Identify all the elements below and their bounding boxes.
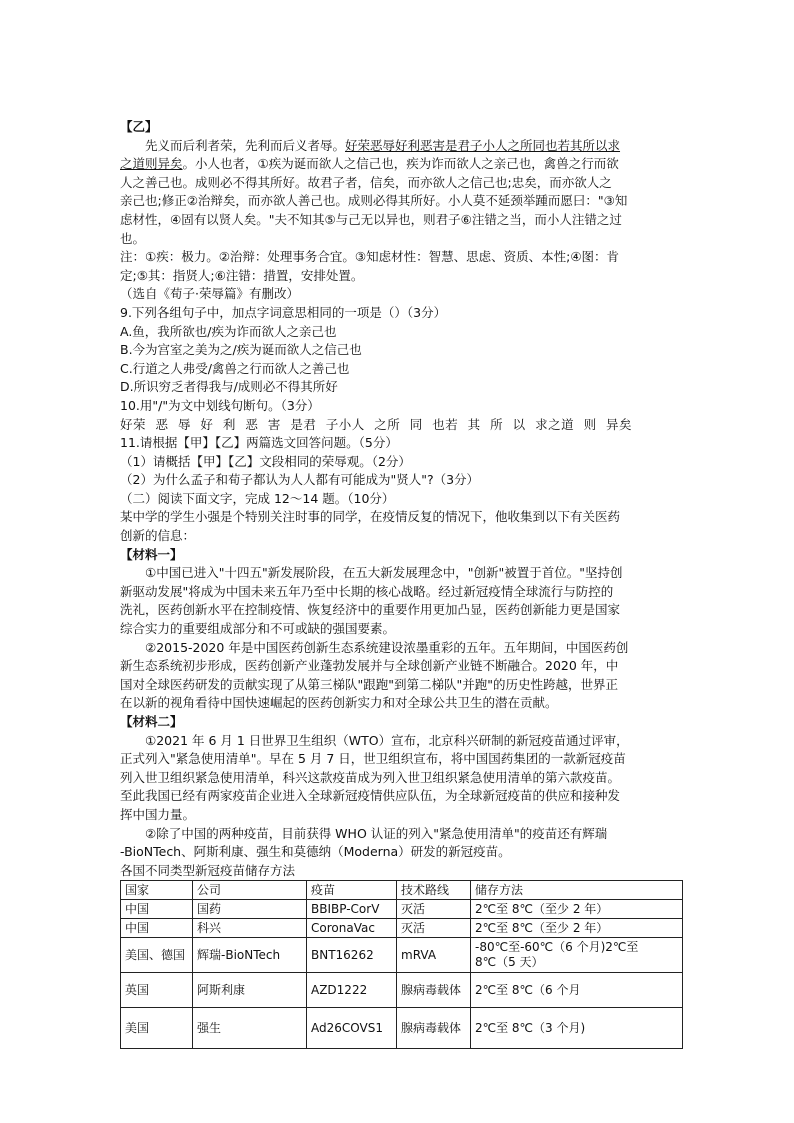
table-cell: CoronaVac (307, 919, 397, 938)
material-1-line: 新生态系统初步形成，医药创新产业蓬勃发展并与全球创新产业链不断融合。2020 年，中 (120, 658, 619, 674)
material-2-line: 正式列入"紧急使用清单"。早在 5 月 7 日，世卫组织宣布，将中国国药集团的一款新冠疫苗 (120, 751, 626, 767)
question-9-option-c: C.行道之人弗受/禽兽之行而欲人之善己也 (120, 360, 350, 376)
material-1-heading: 【材料一】 (120, 546, 183, 562)
material-2-line: 列入世卫组织紧急使用清单，科兴这款疫苗成为列入世卫组织紧急使用清单的第六款疫苗。 (120, 769, 621, 785)
table-cell: 辉瑞-BioNTech (193, 938, 307, 973)
table-header-cell: 储存方法 (471, 881, 683, 900)
material-2-line: ②除了中国的两种疫苗，目前获得 WHO 认证的列入"紧急使用清单"的疫苗还有辉瑞 (145, 825, 608, 841)
table-header-cell: 公司 (193, 881, 307, 900)
table-header-row (121, 881, 683, 900)
table-cell: 2℃至 8℃（3 个月) (471, 1008, 683, 1049)
part-2-intro-2: 创新的信息： (120, 528, 196, 544)
passage-line-4: 亲己也;修正②治辩矣，而亦欲人善己也。成则必得其所好。小人莫不延颈举踵而愿曰："③知 (120, 193, 628, 209)
table-row (121, 938, 683, 973)
table-cell: 2℃至 8℃（6 个月 (471, 973, 683, 1008)
table-cell: 中国 (121, 919, 193, 938)
passage-text: 。小人也者，①疾为诞而欲人之信己也，疾为诈而欲人之亲己也，禽兽之行而欲 (182, 156, 619, 172)
passage-line-5: 虑材性，④固有以贤人矣。"夫不知其⑤与己无以异也，则君子⑥注错之当，而小人注错之过 (120, 211, 622, 227)
question-11: 11.请根据【甲】【乙】两篇选文回答问题。（5分） (120, 435, 398, 451)
question-10-sentence: 好荣 恶 辱 好 利 恶 害 是君 子小人 之所 同 也若 其 所 以 求之道 则 异矣 (120, 416, 633, 432)
table-cell: mRVA (397, 938, 471, 973)
material-2-line: 挥中国力量。 (120, 806, 196, 822)
table-cell: Ad26COVS1 (307, 1008, 397, 1049)
passage-line-2 (120, 155, 682, 174)
table-cell: AZD1222 (307, 973, 397, 1008)
passage-line-3: 人之善己也。成则必不得其所好。故君子者，信矣，而亦欲人之信己也;忠矣，而亦欲人之 (120, 174, 612, 190)
question-10: 10.用"/"为文中划线句断句。（3分） (120, 397, 320, 413)
notes-line-2: 定;⑤其：指贤人;⑥注错：措置，安排处置。 (120, 267, 364, 283)
table-header-cell: 技术路线 (397, 881, 471, 900)
section-yi-heading: 【乙】 (120, 119, 158, 134)
passage-text: 先义而后利者荣，先利而后义者辱。 (145, 137, 346, 153)
table-row (121, 900, 683, 919)
table-cell: -80℃至-60℃（6 个月)2℃至 8℃（5 天） (471, 938, 683, 973)
table-row (121, 973, 683, 1008)
passage-line-1 (120, 137, 682, 156)
material-1-line: ①中国已进入"十四五"新发展阶段，在五大新发展理念中，"创新"被置于首位。"坚持创 (145, 565, 623, 581)
question-9: 9.下列各组句子中，加点字词意思相同的一项是（）（3分） (120, 304, 447, 320)
table-cell: 灭活 (397, 900, 471, 919)
passage-line-6: 也。 (120, 230, 146, 246)
material-1-line: 洗礼，医药创新水平在控制疫情、恢复经济中的重要作用更加凸显，医药创新能力更是国家 (120, 602, 621, 618)
material-1-line: ②2015-2020 年是中国医药创新生态系统建设浓墨重彩的五年。五年期间，中国医药创 (145, 639, 629, 655)
table-header-cell: 国家 (121, 881, 193, 900)
material-2-line: -BioNTech、阿斯利康、强生和莫德纳（Moderna）研发的新冠疫苗。 (120, 844, 511, 860)
table-cell: 腺病毒载体 (397, 973, 471, 1008)
table-cell: 2℃至 8℃（至少 2 年） (471, 919, 683, 938)
vaccine-storage-table (120, 880, 683, 1049)
material-1-line: 国对全球医药研发的贡献实现了从第三梯队"跟跑"到第二梯队"并跑"的历史性跨越，世界正 (120, 676, 618, 692)
part-2-title: （二）阅读下面文字，完成 12～14 题。（10分） (120, 490, 395, 506)
table-cell: 国药 (193, 900, 307, 919)
table-cell: BBIBP-CorV (307, 900, 397, 919)
document-page (120, 118, 682, 1049)
material-2-line: ①2021 年 6 月 1 日世界卫生组织（WTO）宣布，北京科兴研制的新冠疫苗通过评审， (145, 732, 629, 748)
material-1-line: 新驱动发展"将成为中国未来五年乃至中长期的核心战略。经过新冠疫情全球流行与防控的 (120, 583, 614, 599)
table-row (121, 1008, 683, 1049)
material-2-heading: 【材料二】 (120, 714, 183, 729)
question-11-part-1: （1）请概括【甲】【乙】文段相同的荣辱观。（2分） (120, 453, 411, 469)
table-cell: 腺病毒载体 (397, 1008, 471, 1049)
source-citation: （选自《荀子·荣辱篇》有删改） (120, 286, 299, 302)
table-cell: 阿斯利康 (193, 973, 307, 1008)
table-cell: 灭活 (397, 919, 471, 938)
table-cell: 中国 (121, 900, 193, 919)
underlined-sentence: 好荣恶辱好利恶害是君子小人之所同也若其所以求 (345, 137, 621, 153)
notes-line-1: 注：①疾：极力。②治辩：处理事务合宜。③知虑材性：智慧、思虑、资质、本性;④图：肯 (120, 249, 620, 265)
material-1-line: 综合实力的重要组成部分和不可或缺的强国要素。 (120, 621, 396, 637)
material-2-line: 至此我国已经有两家疫苗企业进入全球新冠疫情供应队伍，为全球新冠疫苗的供应和接种发 (120, 788, 621, 804)
underlined-sentence-end: 之道则异矣 (120, 156, 183, 172)
material-1-line: 在以新的视角看待中国快速崛起的医药创新实力和对全球公共卫生的潜在贡献。 (120, 695, 558, 711)
table-header-cell: 疫苗 (307, 881, 397, 900)
table-cell: 美国、德国 (121, 938, 193, 973)
table-cell: BNT16262 (307, 938, 397, 973)
question-9-option-a: A.鱼，我所欲也/疾为诈而欲人之亲己也 (120, 323, 337, 339)
table-caption: 各国不同类型新冠疫苗储存方法 (120, 862, 296, 878)
table-cell: 2℃至 8℃（至少 2 年） (471, 900, 683, 919)
question-9-option-b: B.今为宫室之美为之/疾为诞而欲人之信己也 (120, 342, 362, 358)
table-cell: 强生 (193, 1008, 307, 1049)
part-2-intro-1: 某中学的学生小强是个特别关注时事的同学，在疫情反复的情况下，他收集到以下有关医药 (120, 509, 621, 525)
table-row (121, 919, 683, 938)
table-cell: 科兴 (193, 919, 307, 938)
question-9-option-d: D.所识穷乏者得我与/成则必不得其所好 (120, 379, 338, 395)
table-cell: 英国 (121, 973, 193, 1008)
question-11-part-2: （2）为什么孟子和荀子都认为人人都有可能成为"贤人"?（3分） (120, 472, 480, 488)
table-cell: 美国 (121, 1008, 193, 1049)
